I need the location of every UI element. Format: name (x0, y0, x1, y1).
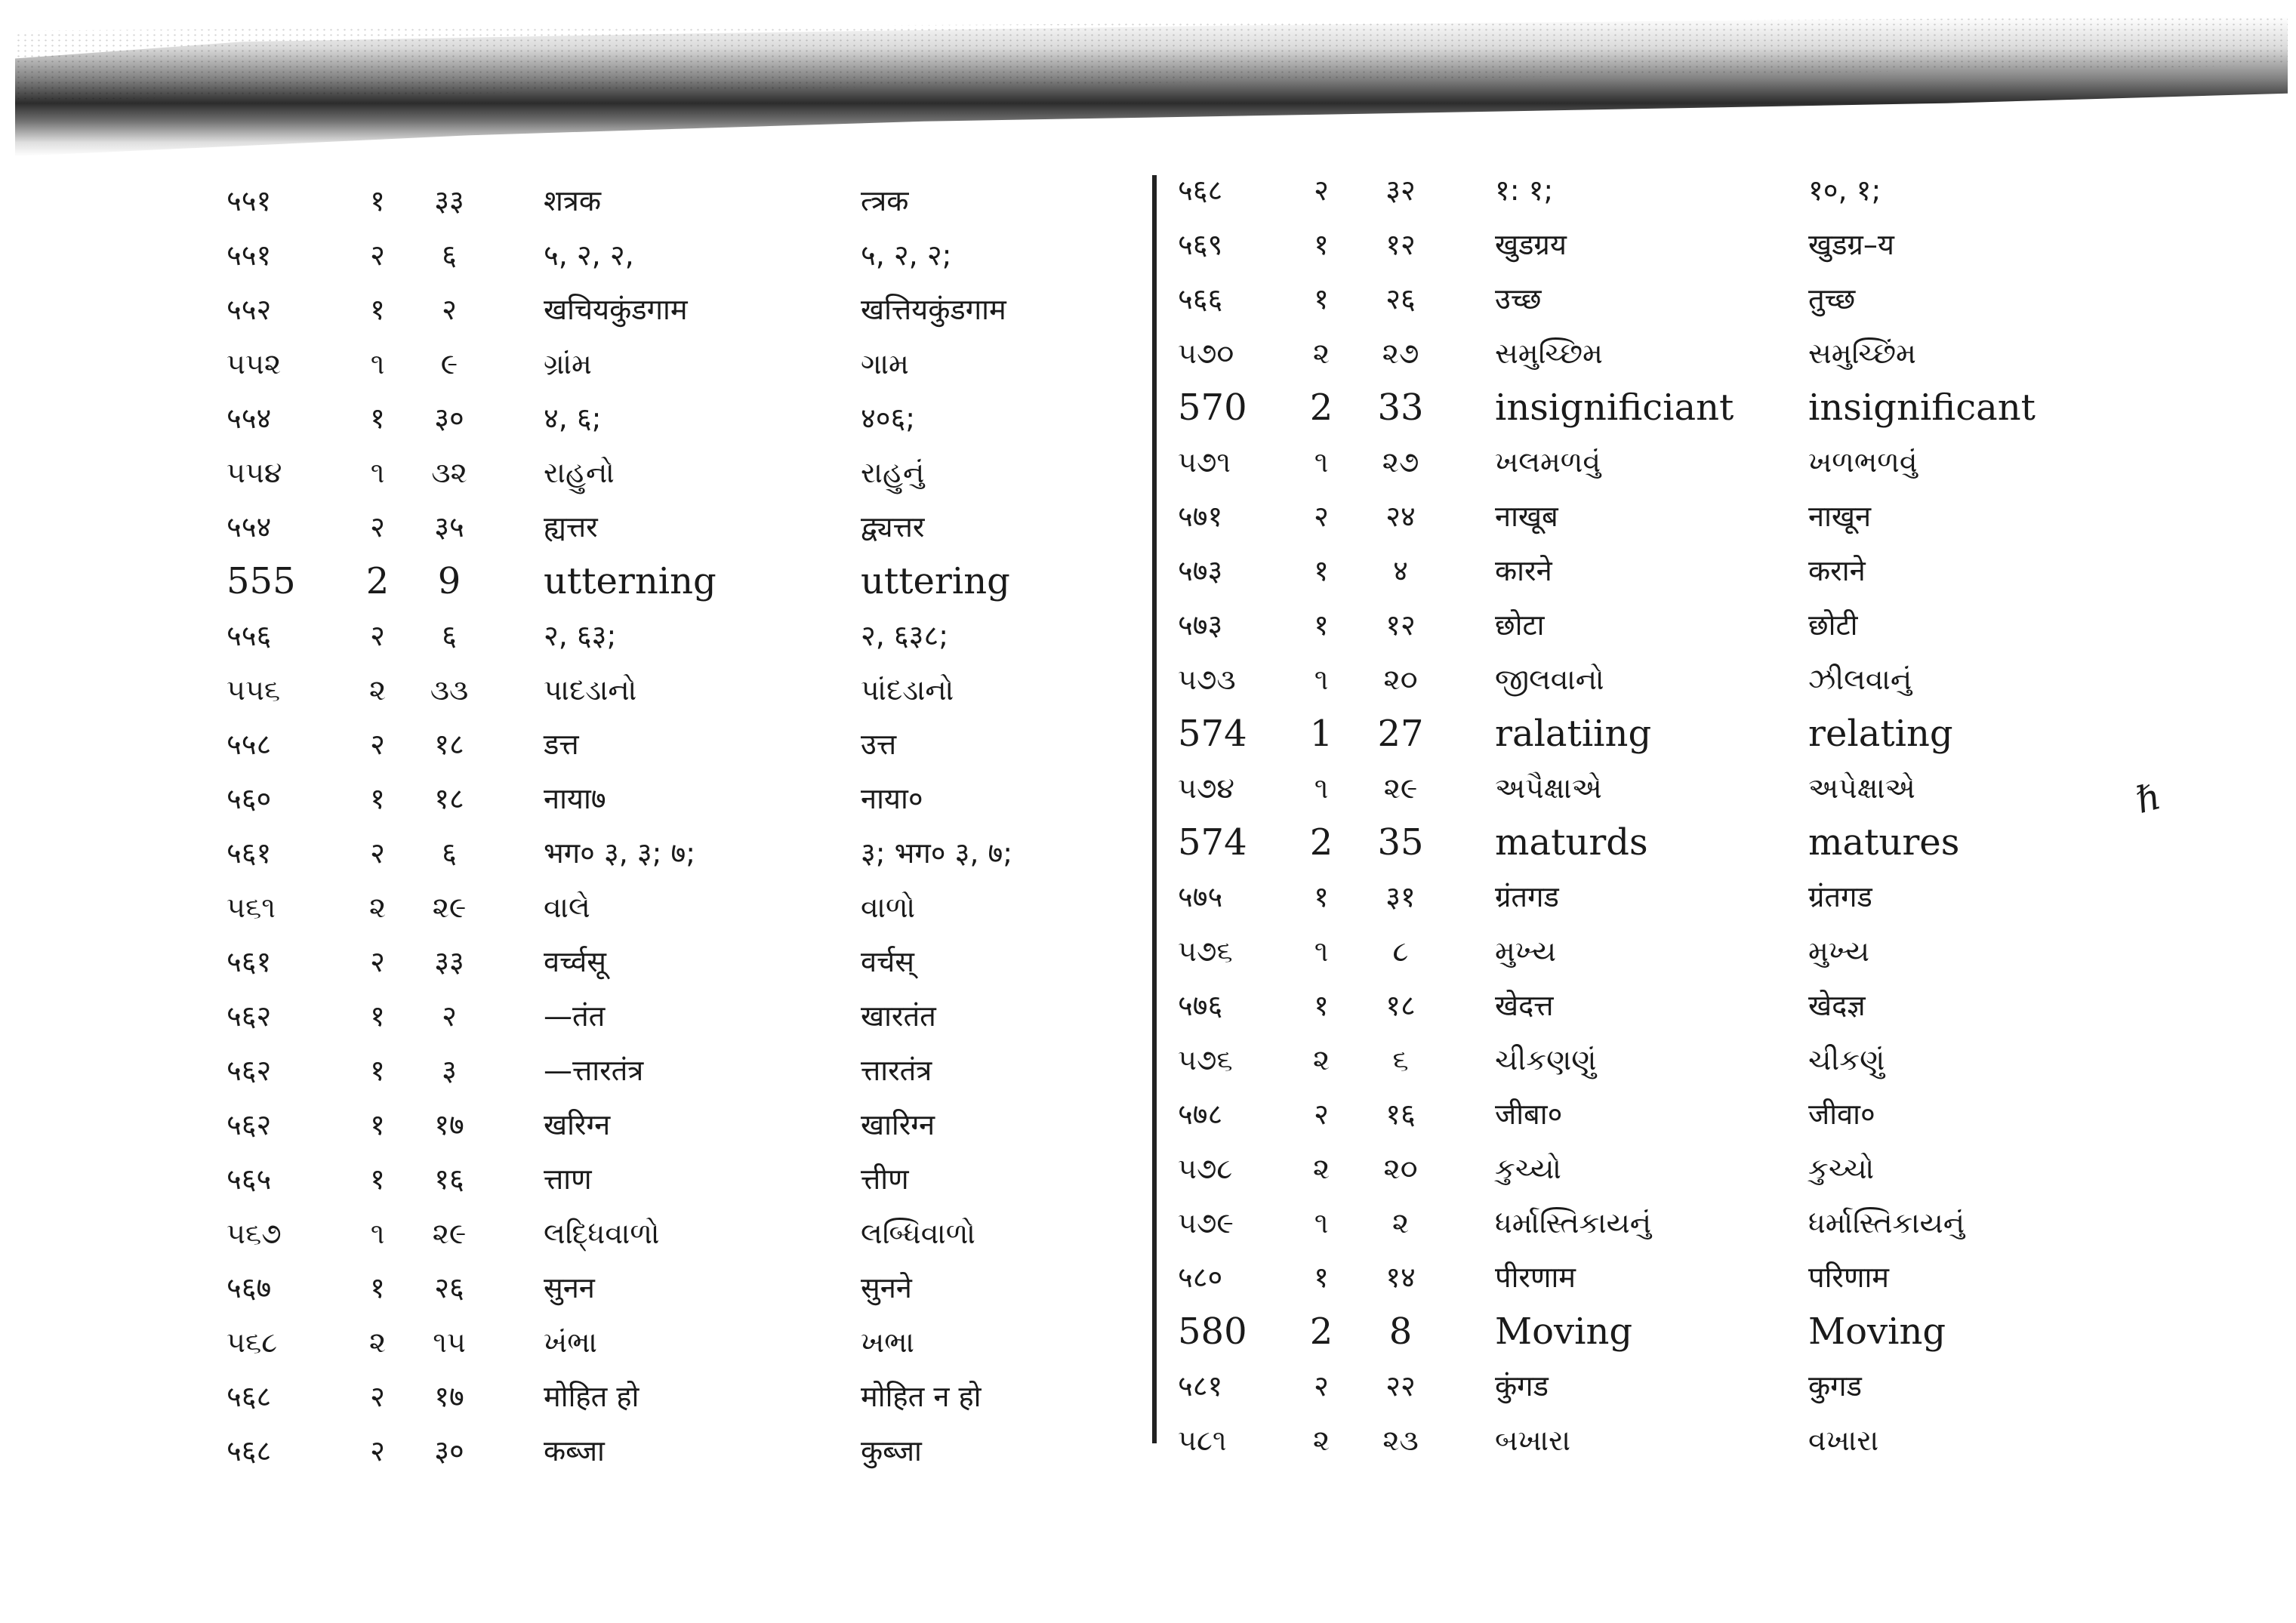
column-divider (1152, 175, 1157, 1443)
corrected-text: त्तारतंत्र (861, 1054, 932, 1087)
column-number: ૨ (1312, 1043, 1330, 1076)
incorrect-text: ધર્માસ્તિકાયનું (1495, 1206, 1652, 1240)
page-number: ૫૫૬ (227, 673, 281, 707)
page-number: ५५१ (227, 239, 272, 272)
line-number: ૩૩ (430, 673, 469, 707)
incorrect-text: खचियकुंडगाम (544, 293, 688, 326)
page-number: ૫૭૬ (1178, 1043, 1233, 1076)
column-number: ૧ (1314, 771, 1329, 805)
column-number: ૧ (1314, 445, 1329, 479)
column-number: २ (370, 1380, 385, 1413)
corrected-text: લબ્ધિવાળો (861, 1217, 975, 1250)
column-number: १ (370, 1108, 385, 1141)
incorrect-text: utterning (544, 560, 717, 602)
column-number: १ (370, 1054, 385, 1087)
line-number: ૨૯ (432, 1217, 467, 1250)
page-number: ૫૭૮ (1178, 1152, 1233, 1185)
column-number: 2 (1309, 1310, 1333, 1353)
incorrect-text: मोहित हो (544, 1380, 639, 1413)
page-number: ५६७ (227, 1271, 272, 1304)
corrected-text: त्तीण (861, 1163, 909, 1196)
column-number: १ (370, 1271, 385, 1304)
page-number: 574 (1178, 821, 1247, 864)
line-number: ३ (442, 1054, 457, 1087)
corrected-text: खारिग्न (861, 1108, 935, 1141)
column-number: २ (1314, 1369, 1329, 1403)
corrected-text: કુચ્ચો (1808, 1152, 1875, 1185)
line-number: ૨૦ (1383, 663, 1418, 696)
corrected-text: वर्चस् (861, 945, 914, 978)
line-number: १६ (1385, 1098, 1416, 1131)
corrected-text: नाया० (861, 782, 923, 815)
incorrect-text: कब्जा (544, 1434, 605, 1467)
page-number: ૫૭૧ (1178, 445, 1231, 479)
corrected-text: મુખ્ય (1808, 935, 1870, 968)
column-number: १ (1314, 608, 1329, 642)
column-number: 1 (1309, 713, 1333, 755)
corrected-text: ५, २, २; (861, 239, 952, 272)
line-number: १८ (1385, 989, 1416, 1022)
corrected-text: ચીકણું (1808, 1043, 1885, 1076)
page-number: 574 (1178, 713, 1247, 755)
corrected-text: Moving (1808, 1310, 1946, 1353)
incorrect-text: ग्रंतगड (1495, 880, 1559, 913)
page-number: ५६५ (227, 1163, 272, 1196)
column-number: १ (1314, 554, 1329, 587)
incorrect-text: पीरणाम (1495, 1261, 1576, 1294)
column-number: १ (1314, 989, 1329, 1022)
incorrect-text: छोटा (1495, 608, 1545, 642)
line-number: 35 (1377, 821, 1424, 864)
column-number: ૧ (1314, 1206, 1329, 1240)
corrected-text: રાહુનું (861, 456, 925, 489)
line-number: २ (442, 293, 457, 326)
column-number: १ (370, 402, 385, 435)
corrected-text: uttering (861, 560, 1010, 602)
line-number: ६ (442, 619, 457, 652)
incorrect-text: कारने (1495, 554, 1552, 587)
page-number: 570 (1178, 387, 1247, 429)
line-number: ૨૭ (1382, 337, 1419, 370)
corrected-text: insignificant (1808, 387, 2036, 429)
corrected-text: उत्त (861, 728, 897, 761)
corrected-text: जीवा० (1808, 1098, 1875, 1131)
page-number: ५७१ (1178, 500, 1223, 533)
column-number: ૧ (370, 456, 385, 489)
page-number: ५६८ (1178, 174, 1223, 207)
column-number: १ (370, 782, 385, 815)
corrected-text: कुगड (1808, 1369, 1862, 1403)
corrected-text: १०, १; (1808, 174, 1881, 207)
incorrect-text: બખારા (1495, 1424, 1571, 1457)
incorrect-text: खेदत्त (1495, 989, 1554, 1022)
line-number: ૨૭ (1382, 445, 1419, 479)
incorrect-text: शत्रक (544, 184, 602, 217)
corrected-text: અપેક્ષાએ (1808, 771, 1915, 805)
column-number: २ (1314, 500, 1329, 533)
line-number: ૧૫ (433, 1326, 466, 1359)
incorrect-text: वर्च्वसू (544, 945, 606, 978)
corrected-text: खारतंत (861, 999, 936, 1033)
page-number: 555 (227, 560, 296, 602)
corrected-text: matures (1808, 821, 1960, 864)
page-number: ५५६ (227, 619, 272, 652)
line-number: ३० (434, 402, 464, 435)
column-number: २ (370, 239, 385, 272)
line-number: ૯ (440, 347, 458, 380)
incorrect-text: ralatiing (1495, 713, 1652, 755)
line-number: ३० (434, 1434, 464, 1467)
page-number: ५७३ (1178, 608, 1223, 642)
line-number: ૨ (1391, 1206, 1410, 1240)
incorrect-text: મુખ્ય (1495, 935, 1557, 968)
corrected-text: परिणाम (1808, 1261, 1890, 1294)
corrected-text: સમુચ્છિંમ (1808, 337, 1916, 370)
line-number: ६ (442, 836, 457, 870)
line-number: १७ (434, 1108, 464, 1141)
line-number: २ (442, 999, 457, 1033)
corrected-text: ઝીલવાનું (1808, 663, 1912, 696)
column-number: २ (370, 619, 385, 652)
corrected-text: વખારા (1808, 1424, 1879, 1457)
corrected-text: तुच्छ (1808, 282, 1856, 316)
line-number: १७ (434, 1380, 464, 1413)
line-number: ३१ (1385, 880, 1416, 913)
page-number: ૫૭૩ (1178, 663, 1236, 696)
column-number: २ (370, 836, 385, 870)
line-number: १४ (1385, 1261, 1416, 1294)
column-number: १ (370, 293, 385, 326)
corrected-text: नाखून (1808, 500, 1872, 533)
page-number: ૫૭૪ (1178, 771, 1234, 805)
incorrect-text: insignificiant (1495, 387, 1734, 429)
page-number: ૫૭૬ (1178, 935, 1233, 968)
line-number: २२ (1385, 1369, 1416, 1403)
incorrect-text: सुनन (544, 1271, 595, 1304)
corrected-text: ગામ (861, 347, 909, 380)
incorrect-text: ५, २, २, (544, 239, 634, 272)
incorrect-text: અપૈક્ષાએ (1495, 771, 1602, 805)
incorrect-text: नाया७ (544, 782, 606, 815)
column-number: २ (370, 945, 385, 978)
corrected-text: कुब्जा (861, 1434, 922, 1467)
line-number: १२ (1385, 608, 1416, 642)
incorrect-text: खरिग्न (544, 1108, 611, 1141)
page-number: ५७३ (1178, 554, 1223, 587)
line-number: २४ (1385, 500, 1416, 533)
column-number: १ (1314, 228, 1329, 261)
column-number: ૨ (368, 673, 387, 707)
corrected-text: त्त्रक (861, 184, 909, 217)
incorrect-text: उच्छ (1495, 282, 1542, 316)
page-number: ૫૬૧ (227, 891, 276, 924)
incorrect-text: —त्तारतंत्र (544, 1054, 644, 1087)
corrected-text: ધર્માસ્તિકાયનું (1808, 1206, 1965, 1240)
column-number: ૧ (1314, 935, 1329, 968)
page-number: ૫૬૭ (227, 1217, 282, 1250)
incorrect-text: ગ્રાંમ (544, 347, 592, 380)
page-number: ૫૫૨ (227, 347, 282, 380)
page-number: ५७६ (1178, 989, 1223, 1022)
incorrect-text: પાદડાનો (544, 673, 637, 707)
incorrect-text: ખલમળવું (1495, 445, 1601, 479)
page-number: ५६२ (227, 999, 272, 1033)
column-number: १ (1314, 880, 1329, 913)
column-number: ૨ (368, 1326, 387, 1359)
corrected-text: ३; भग० ३, ७; (861, 836, 1013, 870)
corrected-text: खुडग्र–य (1808, 228, 1894, 261)
page-number: ५६० (227, 782, 272, 815)
column-number: ૨ (1312, 1152, 1330, 1185)
column-number: ૨ (1312, 337, 1330, 370)
corrected-text: खत्तियकुंडगाम (861, 293, 1006, 326)
column-number: १ (370, 999, 385, 1033)
incorrect-text: ह्यत्तर (544, 510, 598, 544)
incorrect-text: રાહુનો (544, 456, 615, 489)
line-number: १६ (434, 1163, 464, 1196)
page-number: ५७८ (1178, 1098, 1223, 1131)
column-number: ૧ (1314, 663, 1329, 696)
margin-annotation: ℏ (2131, 775, 2165, 823)
incorrect-text: खुडग्रय (1495, 228, 1567, 261)
page-number: ५८० (1178, 1261, 1223, 1294)
column-number: २ (1314, 174, 1329, 207)
line-number: ૮ (1392, 935, 1409, 968)
page-number: ५६१ (227, 836, 272, 870)
line-number: 9 (437, 560, 461, 602)
line-number: १२ (1385, 228, 1416, 261)
line-number: ३३ (434, 184, 464, 217)
line-number: 33 (1377, 387, 1424, 429)
column-number: २ (370, 1434, 385, 1467)
page-number: ૫૭૯ (1178, 1206, 1234, 1240)
incorrect-text: maturds (1495, 821, 1648, 864)
line-number: 8 (1388, 1310, 1413, 1353)
page-number: ५६२ (227, 1054, 272, 1087)
column-number: 2 (1309, 387, 1333, 429)
corrected-text: २, ६३८; (861, 619, 949, 652)
incorrect-text: —तंत (544, 999, 606, 1033)
incorrect-text: ४, ६; (544, 402, 602, 435)
corrected-text: પાંદડાનો (861, 673, 954, 707)
line-number: ૨૯ (1383, 771, 1418, 805)
page-number: ५६९ (1178, 228, 1223, 261)
page-number: ५८१ (1178, 1369, 1223, 1403)
line-number: ૨૩ (1382, 1424, 1419, 1457)
line-number: ૩૨ (431, 456, 467, 489)
incorrect-text: કુચ્યો (1495, 1152, 1561, 1185)
incorrect-text: २, ६३; (544, 619, 617, 652)
corrected-text: વાળો (861, 891, 916, 924)
column-number: २ (370, 510, 385, 544)
page-number: ५७५ (1178, 880, 1223, 913)
incorrect-text: जीबा० (1495, 1098, 1563, 1131)
column-number: १ (370, 184, 385, 217)
incorrect-text: १: १; (1495, 174, 1554, 207)
column-number: ૨ (368, 891, 387, 924)
page-number: ५५१ (227, 184, 272, 217)
page-number: ૫૭૦ (1178, 337, 1234, 370)
corrected-text: सुनने (861, 1271, 912, 1304)
corrected-text: मोहित न हो (861, 1380, 982, 1413)
corrected-text: ४०६; (861, 402, 916, 435)
line-number: ३५ (434, 510, 464, 544)
incorrect-text: લદ્ધિવાળો (544, 1217, 660, 1250)
line-number: ३३ (434, 945, 464, 978)
incorrect-text: कुंगड (1495, 1369, 1549, 1403)
incorrect-text: વાલે (544, 891, 590, 924)
corrected-text: छोटी (1808, 608, 1858, 642)
corrected-text: कराने (1808, 554, 1866, 587)
incorrect-text: ચીકણણું (1495, 1043, 1597, 1076)
corrected-text: ખળભળવું (1808, 445, 1918, 479)
page-number: ५५४ (227, 402, 272, 435)
column-number: १ (1314, 282, 1329, 316)
page-number: ५५८ (227, 728, 272, 761)
incorrect-text: नाखूब (1495, 500, 1558, 533)
page-number: ५५२ (227, 293, 272, 326)
incorrect-text: Moving (1495, 1310, 1633, 1353)
column-number: ૧ (370, 1217, 385, 1250)
line-number: १८ (434, 782, 464, 815)
line-number: १८ (434, 728, 464, 761)
line-number: ४ (1393, 554, 1408, 587)
incorrect-text: ખંભા (544, 1326, 597, 1359)
page-number: ५६८ (227, 1434, 272, 1467)
column-number: 2 (1309, 821, 1333, 864)
page-number: ५६१ (227, 945, 272, 978)
page-number: ૫૬૮ (227, 1326, 278, 1359)
page-number: 580 (1178, 1310, 1247, 1353)
line-number: ६ (442, 239, 457, 272)
column-number: १ (370, 1163, 385, 1196)
line-number: 27 (1377, 713, 1424, 755)
incorrect-text: डत्त (544, 728, 579, 761)
column-number: २ (1314, 1098, 1329, 1131)
corrected-text: द्व्यत्तर (861, 510, 925, 544)
page-number: ૫૫૪ (227, 456, 282, 489)
column-number: ૨ (1312, 1424, 1330, 1457)
page-number: ૫૮૧ (1178, 1424, 1227, 1457)
page-number: ५५४ (227, 510, 272, 544)
line-number: ३२ (1385, 174, 1416, 207)
column-number: ૧ (370, 347, 385, 380)
column-number: 2 (365, 560, 390, 602)
corrected-text: relating (1808, 713, 1953, 755)
page-number: ५६८ (227, 1380, 272, 1413)
incorrect-text: भग० ३, ३; ७; (544, 836, 696, 870)
incorrect-text: જીલવાનો (1495, 663, 1604, 696)
corrected-text: ग्रंतगड (1808, 880, 1872, 913)
page-number: ५६२ (227, 1108, 272, 1141)
line-number: २६ (434, 1271, 464, 1304)
corrected-text: खेदज्ञ (1808, 989, 1866, 1022)
column-number: १ (1314, 1261, 1329, 1294)
corrected-text: ખભા (861, 1326, 914, 1359)
line-number: २६ (1385, 282, 1416, 316)
line-number: ૨૯ (432, 891, 467, 924)
incorrect-text: त्ताण (544, 1163, 592, 1196)
line-number: ૬ (1392, 1043, 1409, 1076)
line-number: ૨૦ (1383, 1152, 1418, 1185)
column-number: २ (370, 728, 385, 761)
page-number: ५६६ (1178, 282, 1223, 316)
incorrect-text: સમુચ્છિમ (1495, 337, 1603, 370)
